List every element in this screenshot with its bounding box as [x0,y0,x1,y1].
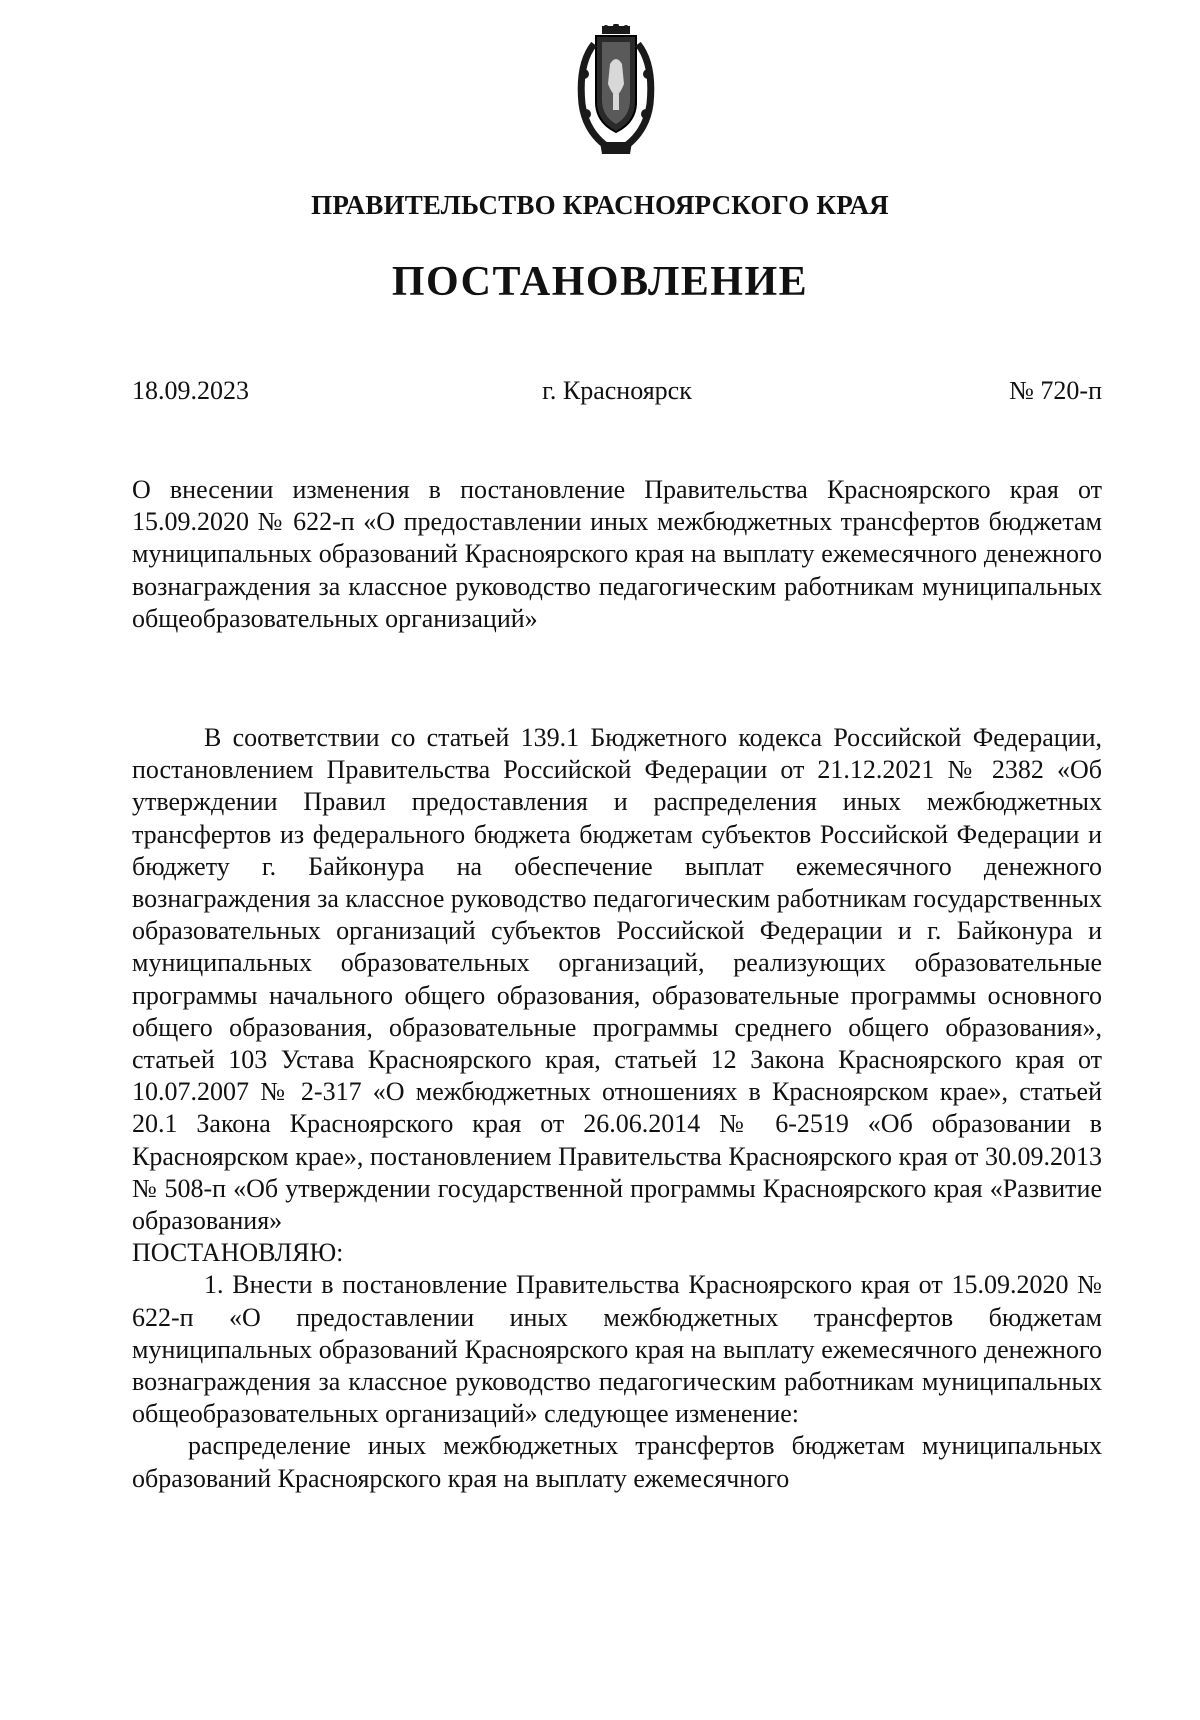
item-1-continuation: распределение иных межбюджетных трансфертов бюджетам муниципальных образований Красноярского края на выплату ежемесячного [132,1431,1102,1493]
document-city: г. Красноярск [542,376,692,405]
document-type-title: ПОСТАНОВЛЕНИЕ [391,259,809,305]
item-1-paragraph: 1. Внести в постановление Правительства Красноярского края от 15.09.2020 № 622-п «О предоставлении иных межбюджетных трансфертов бюджетам муниципальных образований Красноярского края на выплату ежемесячного денежного вознаграждения за классное руководство педагогическим работникам муниципальных общеобразовательных организаций» следующее изменение: [132,1270,1102,1429]
government-title: ПРАВИТЕЛЬСТВО КРАСНОЯРСКОГО КРАЯ [311,190,889,220]
document-meta-row [132,376,1102,410]
document-main-text [132,722,1102,1495]
document-number: № 720-п [1009,376,1102,405]
document-subject-block [132,474,1102,635]
preamble-paragraph: В соответствии со статьей 139.1 Бюджетного кодекса Российской Федерации, постановлением Правительства Российской Федерации от 21.12.2021 № 2382 «Об утверждении Правил предоставления и распределения иных межбюджетных трансфертов из федерального бюджета бюджетам субъектов Российской Федерации и бюджету г. Байконура на обеспечение выплат ежемесячного денежного вознаграждения за классное руководство педагогическим работникам государственных образовательных организаций субъектов Российской Федерации и г. Байконура и муниципальных образовательных организаций, реализующих образовательные программы начального общего образования, образовательные программы основного общего образования, образовательные программы среднего общего образования», статьей 103 Устава Красноярского края, статьей 12 Закона Красноярского края от 10.07.2007 № 2-317 «О межбюджетных отношениях в Красноярском крае», статьей 20.1 Закона Красноярского края от 26.06.2014 № 6-2519 «Об образовании в Красноярском крае», постановлением Правительства Красноярского края от 30.09.2013 № 508-п «Об утверждении государственной программы Красноярского края «Развитие образования» [132,723,1102,1236]
resolve-word: ПОСТАНОВЛЯЮ: [132,1238,344,1268]
document-date: 18.09.2023 [132,376,249,405]
document-subject: О внесении изменения в постановление Правительства Красноярского края от 15.09.2020 № 622-п «О предоставлении иных межбюджетных трансфертов бюджетам муниципальных образований Красноярского края на выплату ежемесячного денежного вознаграждения за классное руководство педагогическим работникам муниципальных общеобразовательных организаций» [132,475,1102,633]
coat-of-arms-icon [572,24,660,160]
